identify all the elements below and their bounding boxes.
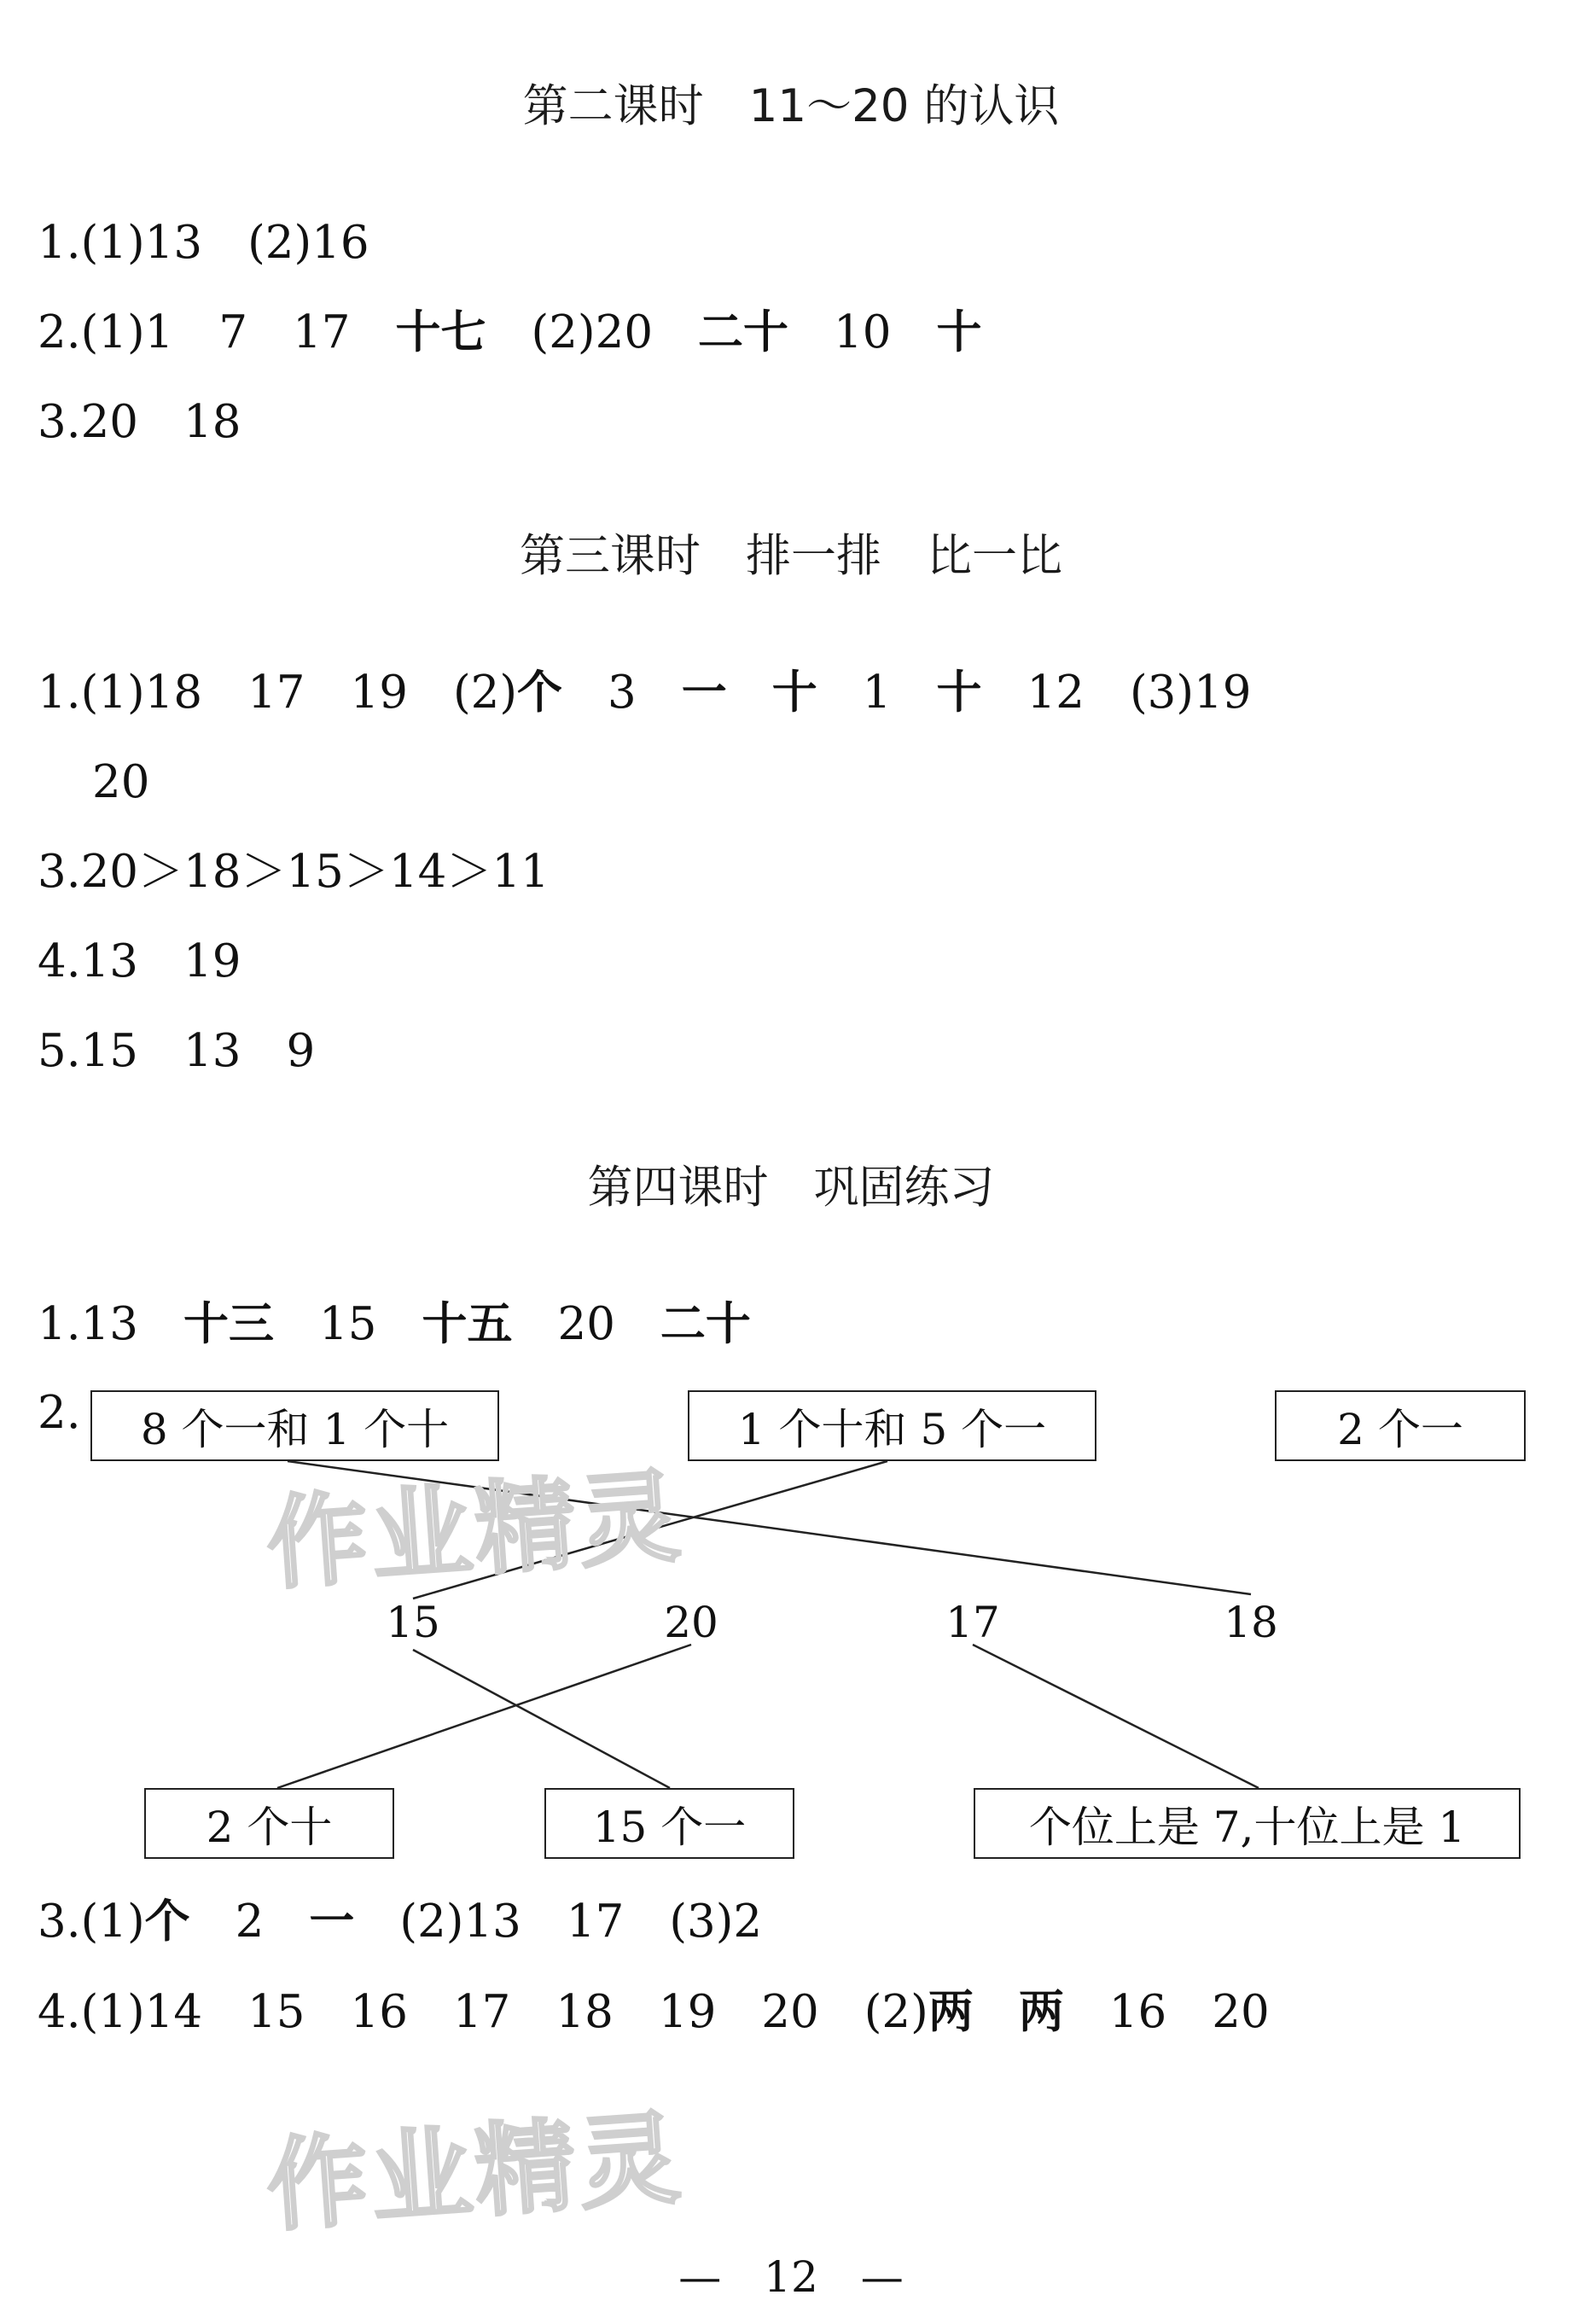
answer-word: 个 [144, 1896, 190, 1948]
text-segment: 1 [817, 667, 937, 719]
text-segment: (2)20 [486, 306, 699, 358]
match-top-box: 8 个一和 1 个十 [90, 1390, 499, 1461]
watermark: 作业精灵 [263, 1457, 687, 1604]
match-bottom-box: 15 个一 [544, 1788, 794, 1859]
answer-word: 两 [1018, 1986, 1064, 2038]
match-line [973, 1645, 1259, 1788]
text-segment: 2.(1)1 7 17 [38, 306, 396, 358]
answer-word: 十三 [183, 1298, 275, 1350]
answer-word: 十五 [422, 1298, 513, 1350]
watermark: 作业精灵 [263, 2099, 687, 2245]
text-segment [974, 1986, 1019, 2038]
match-number: 20 [664, 1598, 718, 1647]
lesson2-answer-1: 1.(1)13 (2)16 [38, 217, 369, 269]
text-segment: 15 [274, 1298, 422, 1350]
text-segment: 12 (3)19 [981, 667, 1252, 719]
lesson3-answer-5: 5.15 13 9 [38, 1025, 316, 1077]
answer-word: 十 [936, 667, 982, 719]
answer-word: 二十 [698, 306, 789, 358]
match-number: 18 [1224, 1598, 1278, 1647]
match-top-box: 1 个十和 5 个一 [688, 1390, 1096, 1461]
lesson2-answer-3: 3.20 18 [38, 396, 241, 448]
text-segment: (2)13 17 (3)2 [354, 1896, 763, 1948]
lesson4-answer-3 [38, 1896, 762, 1948]
text-segment: 1.(1)18 17 19 (2) [38, 667, 518, 719]
answer-word: 两 [928, 1986, 974, 2038]
text-segment: 20 [512, 1298, 660, 1350]
text-segment: 1.13 [38, 1298, 184, 1350]
match-line [288, 1461, 1251, 1594]
text-segment: 3 [562, 667, 682, 719]
match-top-box: 2 个一 [1275, 1390, 1526, 1461]
text-segment: 3.(1) [38, 1896, 145, 1948]
match-number: 17 [945, 1598, 1000, 1647]
text-segment: 2 [189, 1896, 310, 1948]
match-bottom-box: 2 个十 [144, 1788, 394, 1859]
lesson4-answer-4 [38, 1987, 1270, 2038]
page-number: — 12 — [678, 2252, 904, 2302]
text-segment: 10 [788, 306, 937, 358]
answer-word: 个 [517, 667, 563, 719]
answer-word: 二十 [660, 1298, 751, 1350]
lesson3-answer-1-continued: 20 [92, 756, 150, 808]
match-line [413, 1461, 887, 1599]
lesson2-heading: 第二课时 11～20 的认识 [522, 80, 1060, 132]
answer-word: 十七 [395, 306, 486, 358]
text-segment: 4.(1)14 15 16 17 18 19 20 (2) [38, 1986, 928, 2038]
match-line [413, 1650, 670, 1788]
lesson3-heading: 第三课时 排一排 比一比 [520, 530, 1062, 582]
lesson3-answer-3: 3.20＞18＞15＞14＞11 [38, 846, 550, 898]
lesson3-answer-4: 4.13 19 [38, 935, 241, 987]
answer-word: 一 [681, 667, 727, 719]
answer-word: 十 [771, 667, 817, 719]
lesson4-answer-2-label: 2. [38, 1387, 81, 1439]
text-segment: 16 20 [1063, 1986, 1270, 2038]
answer-word: 十 [936, 306, 982, 358]
match-number: 15 [386, 1598, 440, 1647]
match-bottom-box: 个位上是 7,十位上是 1 [974, 1788, 1521, 1859]
lesson4-heading: 第四课时 巩固练习 [587, 1162, 995, 1214]
answer-word: 一 [309, 1896, 355, 1948]
